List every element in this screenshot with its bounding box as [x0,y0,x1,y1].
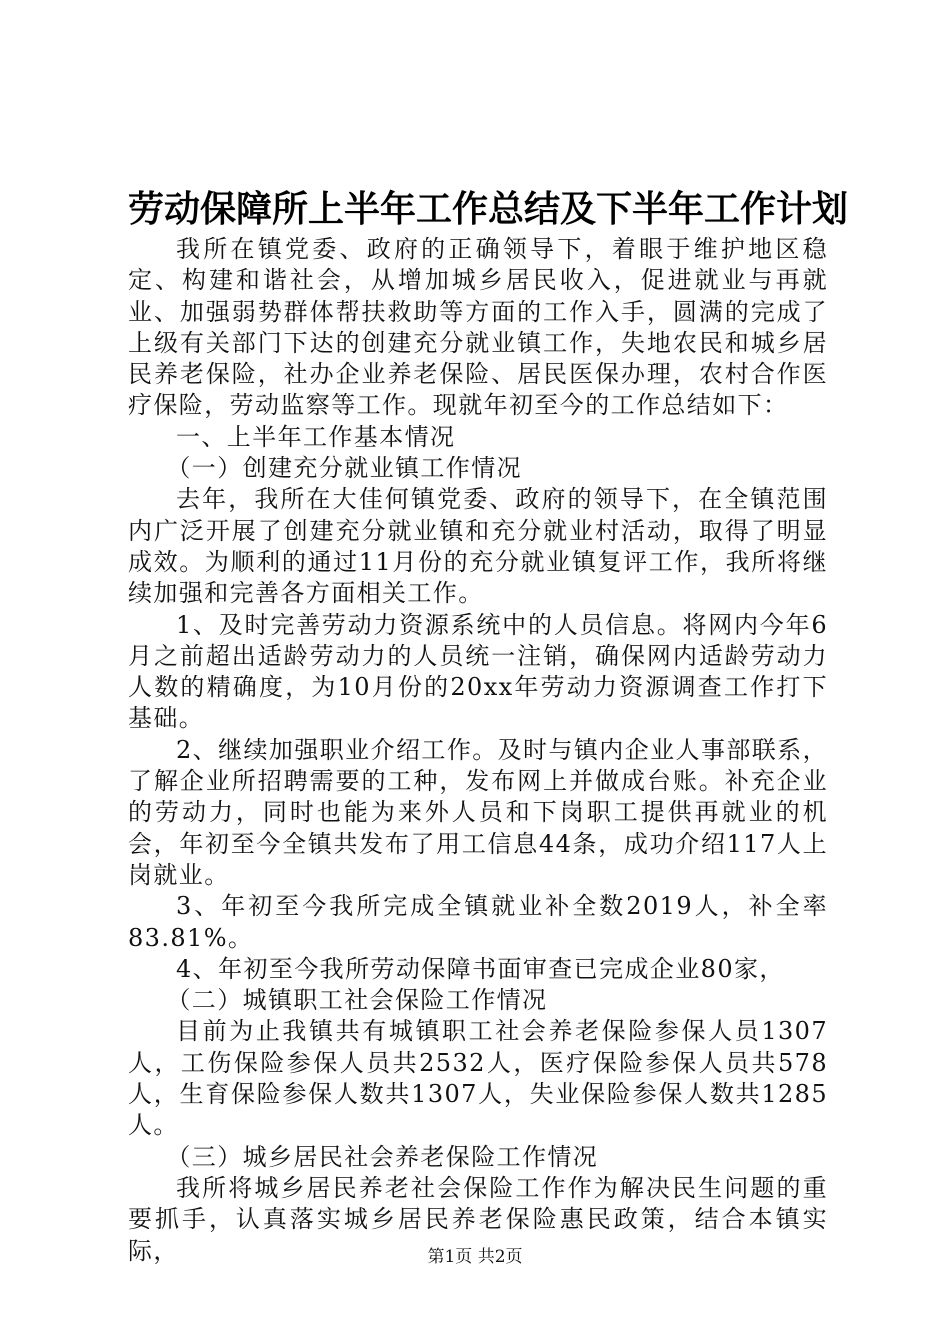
subsection-heading-2: （二）城镇职工社会保险工作情况 [166,986,548,1015]
paragraph-item-3: 3、年初至今我所完成全镇就业补全数2019人，补全率83.81%。 [128,892,828,952]
subsection-heading-3: （三）城乡居民社会养老保险工作情况 [166,1142,599,1171]
paragraph-item-1: 1、及时完善劳动力资源系统中的人员信息。将网内今年6月之前超出适龄劳动力的人员统一注销，确保网内适龄劳动力人数的精确度，为10月份的20xx年劳动力资源调查工作打下基础。 [128,610,828,733]
page-number-footer: 第1页 共2页 [427,1247,523,1267]
paragraph-resident-pension: 我所将城乡居民养老社会保险工作作为解决民生问题的重要抓手，认真落实城乡居民养老保险惠民政策，结合本镇实际， [128,1173,828,1265]
subsection-heading-1: （一）创建充分就业镇工作情况 [166,454,522,483]
paragraph-employment-town: 去年，我所在大佳何镇党委、政府的领导下，在全镇范围内广泛开展了创建充分就业镇和充分就业村活动，取得了明显成效。为顺利的通过11月份的充分就业镇复评工作，我所将继续加强和完善各方面相关工作。 [128,485,828,608]
section-heading-1: 一、上半年工作基本情况 [176,422,456,451]
paragraph-item-2: 2、继续加强职业介绍工作。及时与镇内企业人事部联系，了解企业所招聘需要的工种，发布网上并做成台账。补充企业的劳动力，同时也能为来外人员和下岗职工提供再就业的机会，年初至今全镇共发布了用工信息44条，成功介绍117人上岗就业。 [128,735,828,889]
paragraph-item-4: 4、年初至今我所劳动保障书面审查已完成企业80家， [176,954,785,983]
document-title: 劳动保障所上半年工作总结及下半年工作计划 [128,188,849,230]
intro-paragraph: 我所在镇党委、政府的正确领导下，着眼于维护地区稳定、构建和谐社会，从增加城乡居民收入，促进就业与再就业、加强弱势群体帮扶救助等方面的工作入手，圆满的完成了上级有关部门下达的创建充分就业镇工作，失地农民和城乡居民养老保险，社办企业养老保险、居民医保办理，农村合作医疗保险，劳动监察等工作。现就年初至今的工作总结如下： [128,235,828,420]
document-body [128,234,828,1267]
paragraph-social-insurance: 目前为止我镇共有城镇职工社会养老保险参保人员1307人，工伤保险参保人员共2532人，医疗保险参保人员共578人，生育保险参保人数共1307人，失业保险参保人数共1285人。 [128,1017,828,1140]
